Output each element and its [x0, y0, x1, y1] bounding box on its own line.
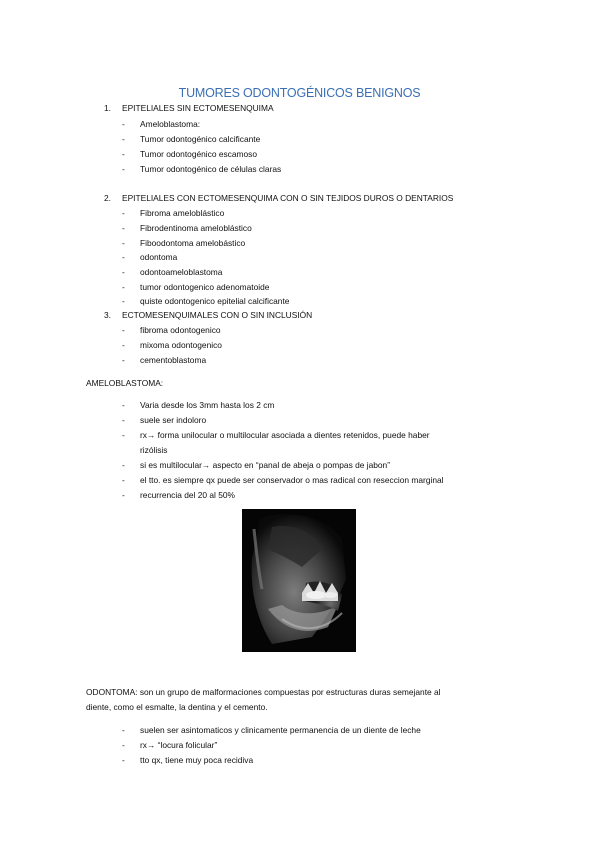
bullet-dash: - — [122, 223, 125, 233]
bullet-dash: - — [122, 400, 125, 410]
section-heading: EPITELIALES SIN ECTOMESENQUIMA — [122, 103, 274, 113]
bullet-dash: - — [122, 490, 125, 500]
list-item: Fibrodentinoma ameloblástico — [140, 223, 252, 233]
list-item: odontoma — [140, 252, 178, 262]
list-item: suele ser indoloro — [140, 415, 207, 425]
bullet-dash: - — [122, 475, 125, 485]
bullet-dash: - — [122, 430, 125, 440]
bullet-dash: - — [122, 460, 125, 470]
list-item: quiste odontogenico epitelial calcificante — [140, 296, 290, 306]
bullet-dash: - — [122, 282, 125, 292]
page-title: TUMORES ODONTOGÉNICOS BENIGNOS — [178, 86, 421, 100]
list-item: si es multilocular→ aspecto en “panal de abeja o pompas de jabon” — [140, 460, 391, 470]
bullet-dash: - — [122, 740, 125, 750]
list-item: suelen ser asintomaticos y clinicamente permanencia de un diente de leche — [140, 725, 421, 735]
bullet-dash: - — [122, 134, 125, 144]
bullet-dash: - — [122, 252, 125, 262]
list-item: Varia desde los 3mm hasta los 2 cm — [140, 400, 275, 410]
bullet-dash: - — [122, 119, 125, 129]
bullet-dash: - — [122, 415, 125, 425]
radiograph-image — [242, 509, 356, 652]
list-item: Fibroma ameloblástico — [140, 208, 225, 218]
section-number: 3. — [104, 310, 111, 320]
bullet-dash: - — [122, 149, 125, 159]
list-item-continuation: rizólisis — [140, 445, 168, 455]
bullet-dash: - — [122, 296, 125, 306]
list-item: cementoblastoma — [140, 355, 207, 365]
list-item: mixoma odontogenico — [140, 340, 222, 350]
list-item: rx→ “locura folicular” — [140, 740, 218, 750]
bullet-dash: - — [122, 238, 125, 248]
bullet-dash: - — [122, 208, 125, 218]
section-heading: EPITELIALES CON ECTOMESENQUIMA CON O SIN TEJIDOS DUROS O DENTARIOS — [122, 193, 454, 203]
bullet-dash: - — [122, 755, 125, 765]
bullet-dash: - — [122, 325, 125, 335]
bullet-dash: - — [122, 164, 125, 174]
list-item: tumor odontogenico adenomatoide — [140, 282, 270, 292]
paragraph-line: ODONTOMA: son un grupo de malformaciones compuestas por estructuras duras semejante al — [86, 687, 441, 697]
list-item: fibroma odontogenico — [140, 325, 221, 335]
section-heading: ECTOMESENQUIMALES CON O SIN INCLUSIÓN — [122, 310, 313, 320]
list-item: recurrencia del 20 al 50% — [140, 490, 235, 500]
bullet-dash: - — [122, 355, 125, 365]
list-item: rx→ forma unilocular o multilocular asociada a dientes retenidos, puede haber — [140, 430, 430, 440]
list-item: Tumor odontogénico de células claras — [140, 164, 282, 174]
paragraph-line: diente, como el esmalte, la dentina y el cemento. — [86, 702, 268, 712]
section-heading: AMELOBLASTOMA: — [86, 378, 164, 388]
section-number: 1. — [104, 103, 111, 113]
list-item: odontoameloblastoma — [140, 267, 223, 277]
list-item: el tto. es siempre qx puede ser conservador o mas radical con reseccion marginal — [140, 475, 444, 485]
bullet-dash: - — [122, 340, 125, 350]
list-item: tto qx, tiene muy poca recidiva — [140, 755, 254, 765]
bullet-dash: - — [122, 725, 125, 735]
bullet-dash: - — [122, 267, 125, 277]
list-item: Tumor odontogénico escamoso — [140, 149, 258, 159]
section-number: 2. — [104, 193, 111, 203]
list-item: Fiboodontoma amelobástico — [140, 238, 246, 248]
list-item: Ameloblastoma: — [140, 119, 201, 129]
list-item: Tumor odontogénico calcificante — [140, 134, 261, 144]
